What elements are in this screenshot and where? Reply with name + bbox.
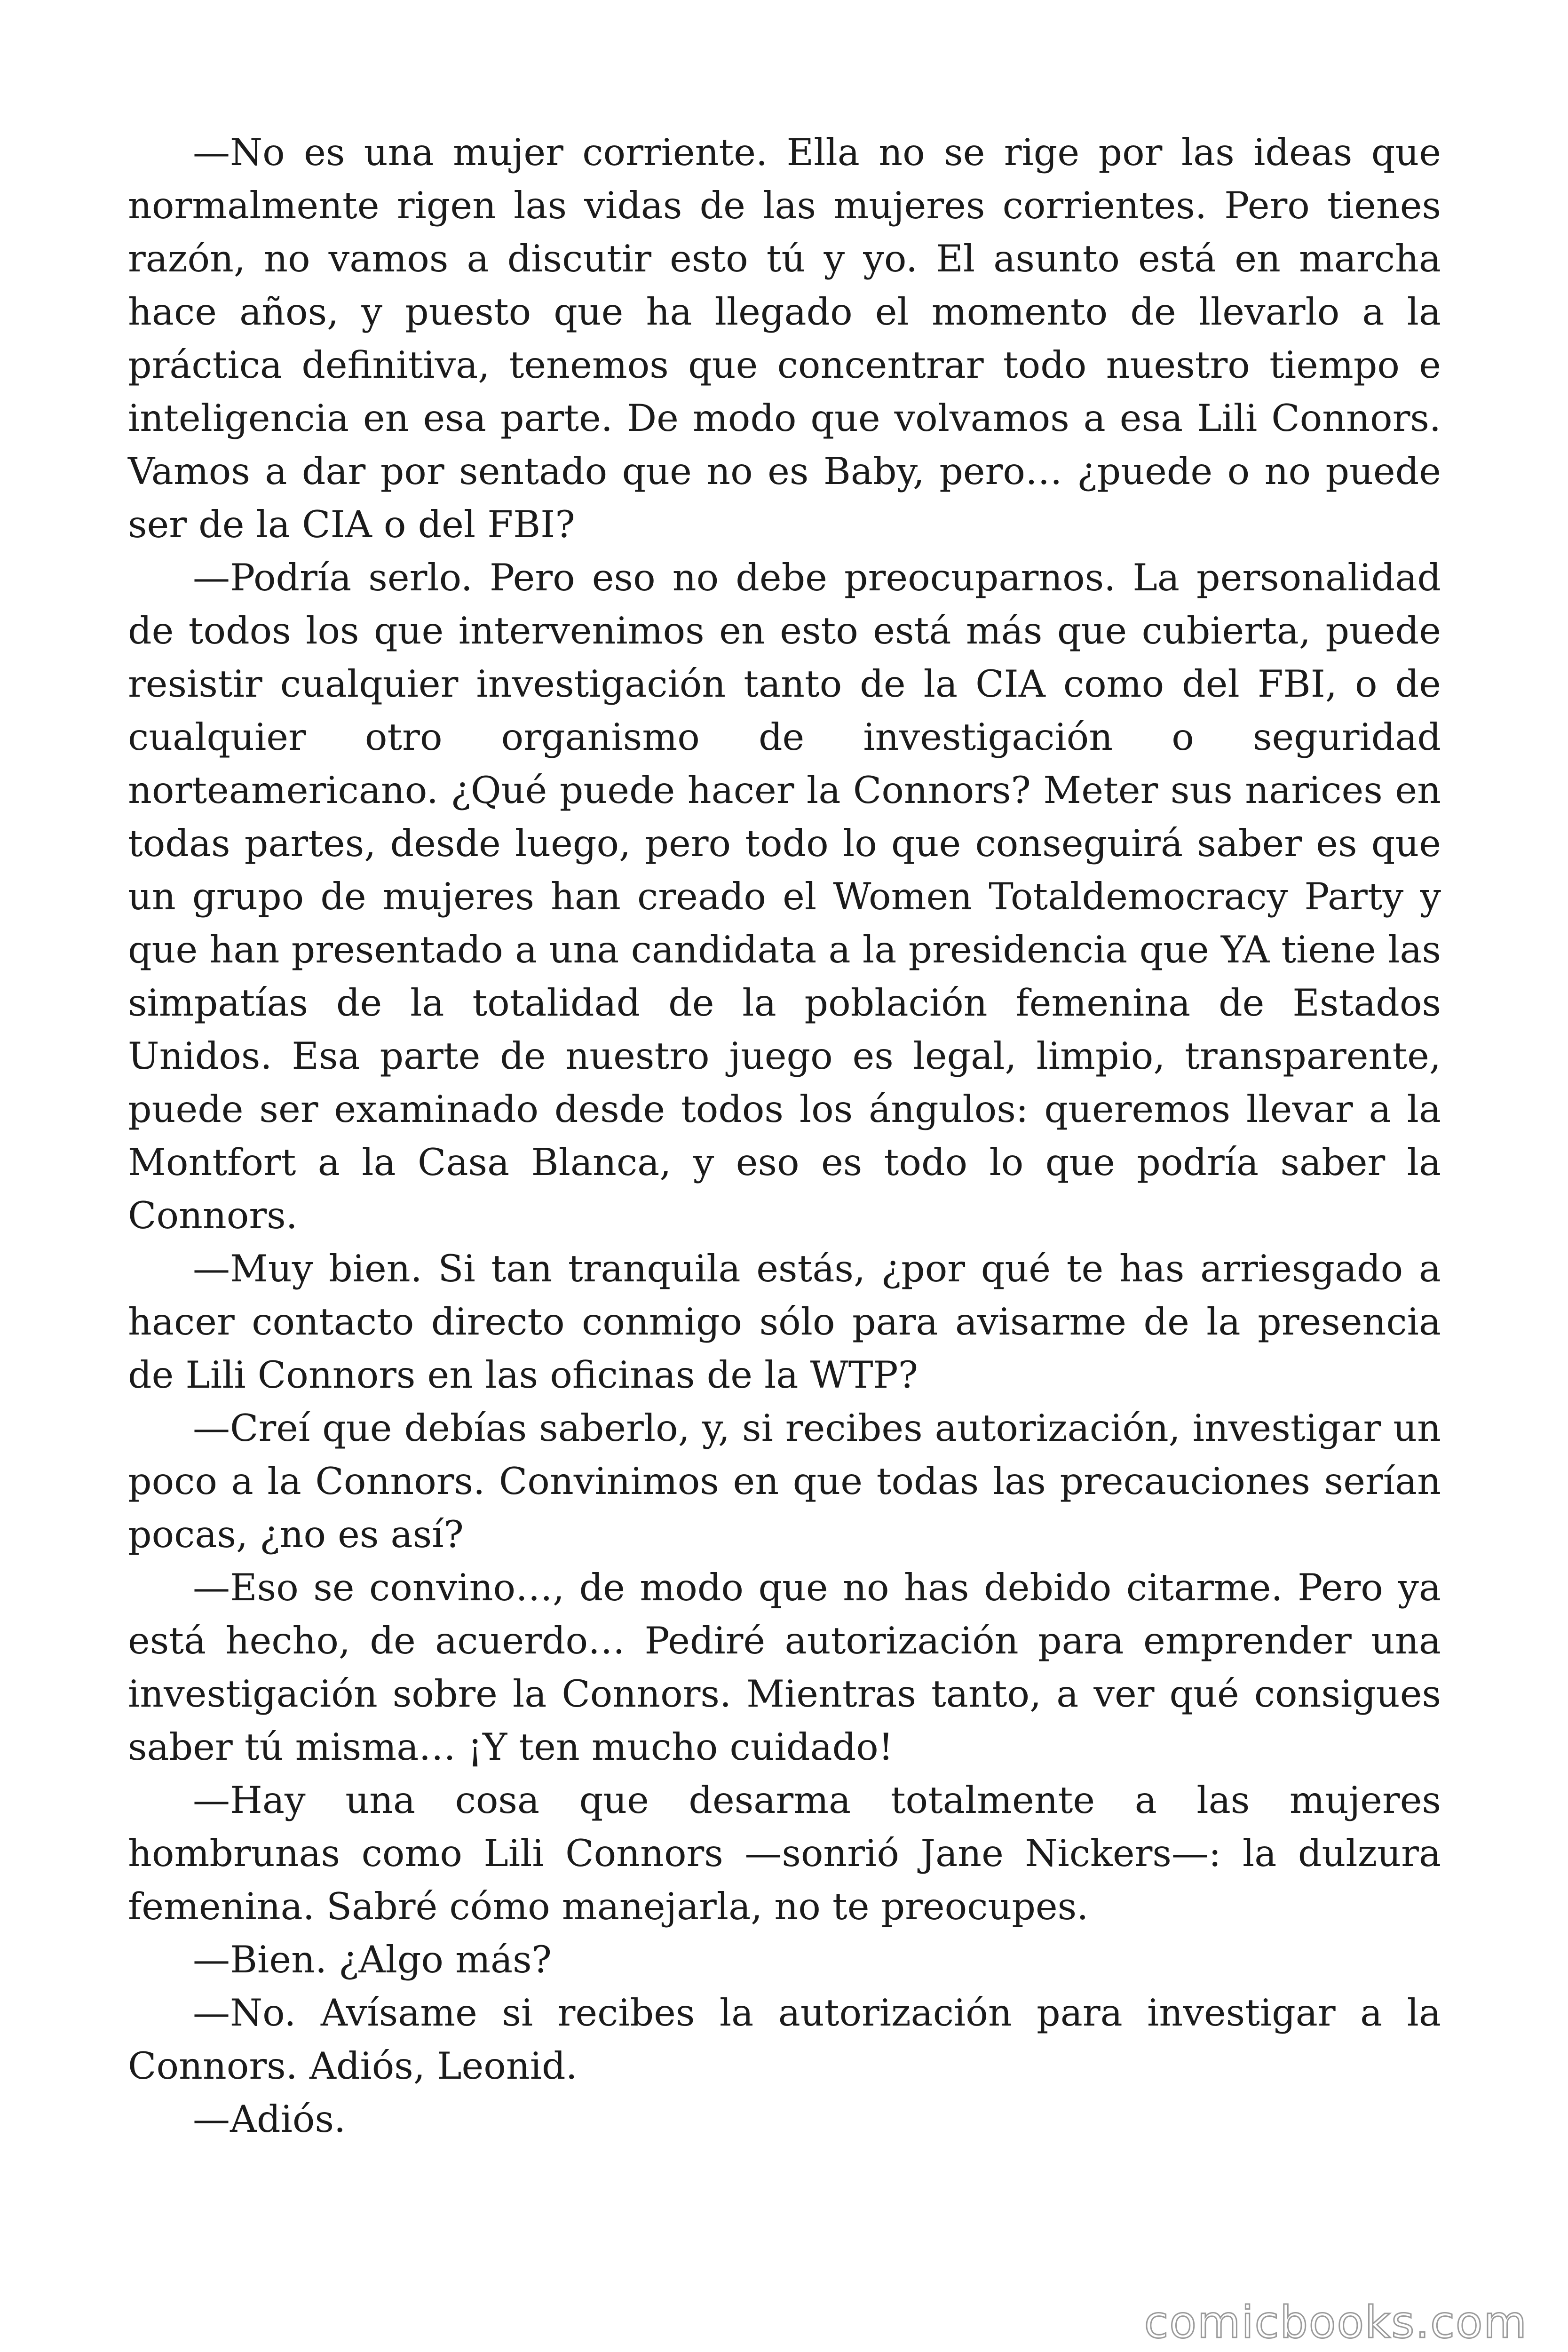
paragraph-6: —Hay una cosa que desarma totalmente a las mujeres hombrunas como Lili Connors —sonrió Jane Nickers—: la dulzura femenina. Sabré cómo manejarla, no te preocupes. [128, 1779, 1441, 1928]
paragraph-1: —No es una mujer corriente. Ella no se rige por las ideas que normalmente rigen las vidas de las mujeres corrientes. Pero tienes razón, no vamos a discutir esto tú y yo. El asunto está en marcha hace años, y puesto que ha llegado el momento de llevarlo a la práctica definitiva, tenemos que concentrar todo nuestro tiempo e inteligencia en esa parte. De modo que volvamos a esa Lili Connors. Vamos a dar por sentado que no es Baby, pero… ¿puede o no puede ser de la CIA o del FBI? [128, 131, 1441, 546]
text-body [128, 126, 1441, 2146]
paragraph-2: —Podría serlo. Pero eso no debe preocuparnos. La personalidad de todos los que intervenimos en esto está más que cubierta, puede resistir cualquier investigación tanto de la CIA como del FBI, o de cualquier otro organismo de investigación o seguridad norteamericano. ¿Qué puede hacer la Connors? Meter sus narices en todas partes, desde luego, pero todo lo que conseguirá saber es que un grupo de mujeres han creado el Women Totaldemocracy Party y que han presentado a una candidata a la presidencia que YA tiene las simpatías de la totalidad de la población femenina de Estados Unidos. Esa parte de nuestro juego es legal, limpio, transparente, puede ser examinado desde todos los ángulos: queremos llevar a la Montfort a la Casa Blanca, y eso es todo lo que podría saber la Connors. [128, 556, 1441, 1237]
watermark: comicbooks.com [1144, 2297, 1528, 2348]
paragraph-7: —Bien. ¿Algo más? [193, 1938, 552, 1981]
paragraph-9: —Adiós. [193, 2098, 346, 2141]
paragraph-5: —Eso se convino…, de modo que no has debido citarme. Pero ya está hecho, de acuerdo… Pediré autorización para emprender una investigación sobre la Connors. Mientras tanto, a ver qué consigues saber tú misma… ¡Y ten mucho cuidado! [128, 1566, 1441, 1769]
paragraph-8: —No. Avísame si recibes la autorización para investigar a la Connors. Adiós, Leonid. [128, 1991, 1441, 2088]
paragraph-4: —Creí que debías saberlo, y, si recibes autorización, investigar un poco a la Connors. Convinimos en que todas las precauciones serían pocas, ¿no es así? [128, 1406, 1441, 1556]
paragraph-3: —Muy bien. Si tan tranquila estás, ¿por qué te has arriesgado a hacer contacto directo conmigo sólo para avisarme de la presencia de Lili Connors en las oficinas de la WTP? [128, 1247, 1441, 1397]
